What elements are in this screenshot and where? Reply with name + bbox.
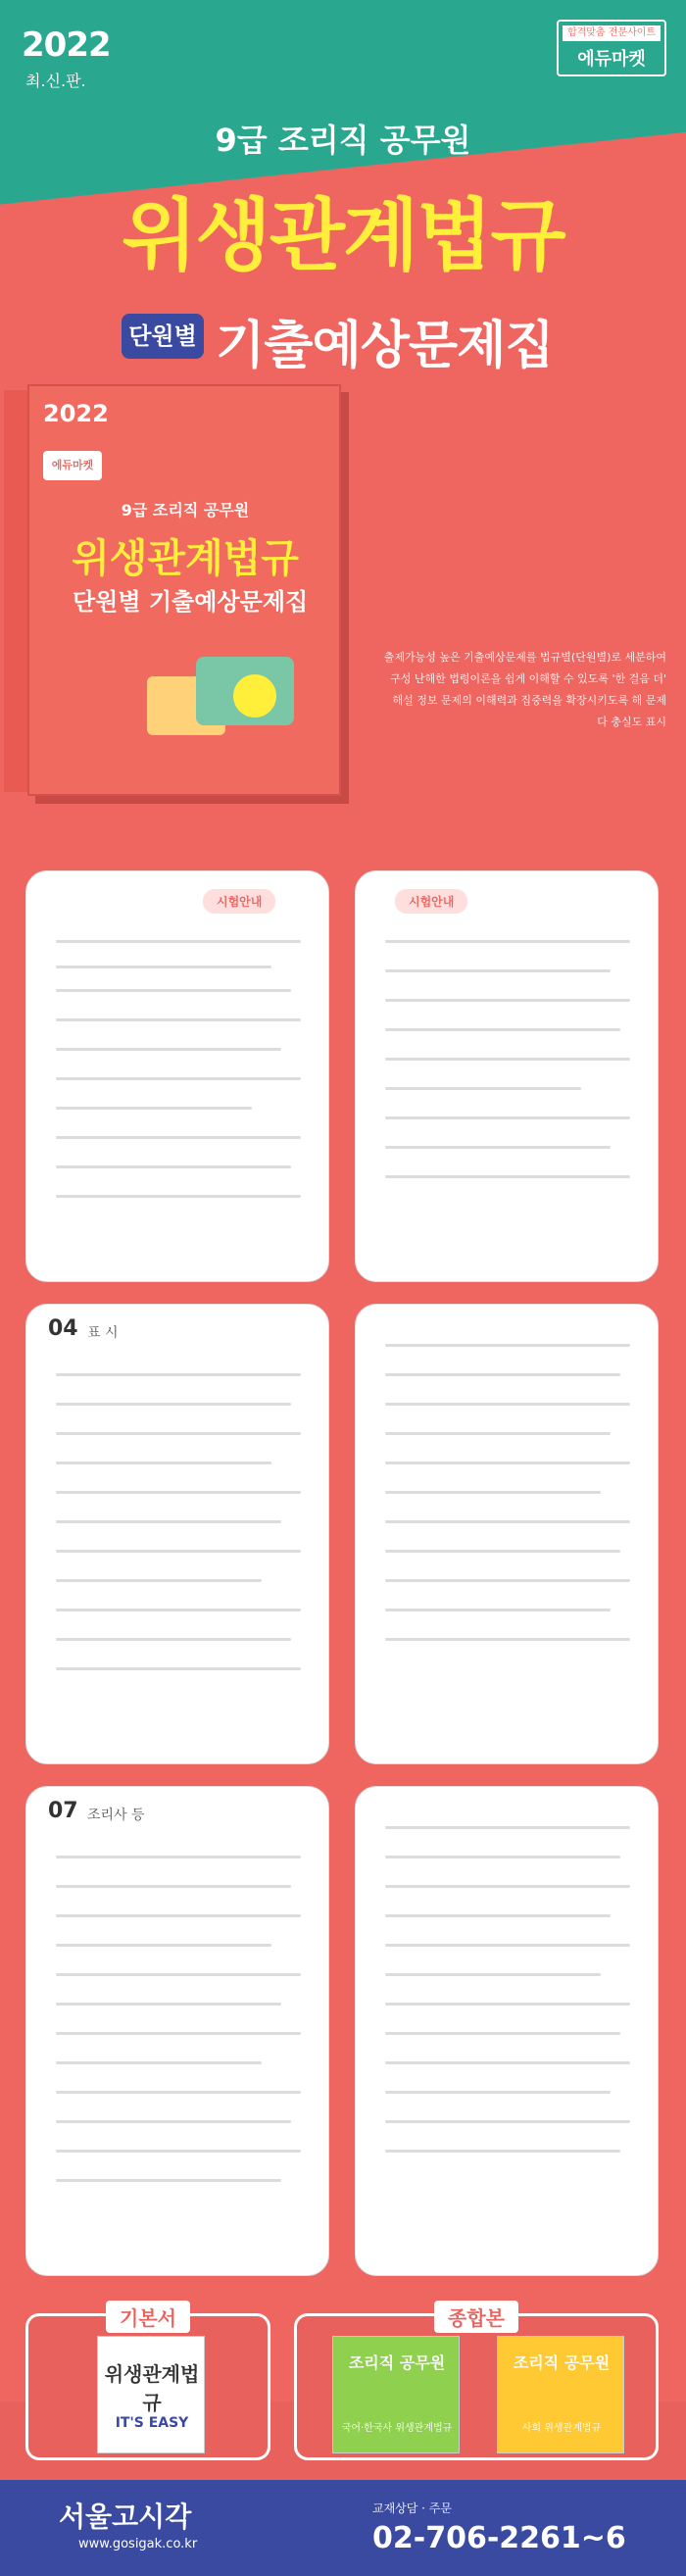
- book-brand: 에듀마켓: [43, 451, 102, 480]
- combo-book-2[interactable]: 조리직 공무원 사회 위생관계법규: [497, 2336, 624, 2453]
- brand-name: 에듀마켓: [577, 49, 646, 70]
- contact-label: 교재상담 · 주문: [372, 2502, 452, 2515]
- hero-title: 위생관계법규: [122, 190, 564, 281]
- book-illustration: [137, 637, 314, 755]
- page-tab: 시험안내: [203, 889, 275, 914]
- brand-logo[interactable]: [557, 20, 666, 76]
- basic-book[interactable]: 위생관계법규 IT'S EASY: [97, 2336, 205, 2453]
- sample-page-right-1: [355, 870, 659, 1282]
- book-title2: 단원별 기출예상문제집: [73, 588, 309, 616]
- sample-page-left-2: [25, 1304, 329, 1764]
- sample-page-right-2: [355, 1304, 659, 1764]
- hero-subtitle: 9급 조리직 공무원: [215, 122, 471, 159]
- hero-year: 2022: [22, 25, 111, 65]
- chapter-number: 07: [48, 1799, 78, 1823]
- basic-book-panel: [25, 2306, 270, 2460]
- publisher-logo[interactable]: 서울고시각: [59, 2501, 192, 2533]
- combo-book-title: 종합본: [434, 2301, 518, 2333]
- sample-page-left-1: [25, 870, 329, 1282]
- hero-title2: 기출예상문제집: [216, 317, 554, 375]
- book-subtitle: 9급 조리직 공무원: [121, 501, 250, 520]
- chapter-label: 조리사 등: [87, 1808, 145, 1823]
- page-tab: 시험안내: [395, 889, 467, 914]
- sample-page-right-3: [355, 1786, 659, 2276]
- combo-book-panel: [294, 2306, 659, 2460]
- chapter-number: 04: [48, 1316, 78, 1341]
- book-title: 위생관계법규: [72, 536, 299, 581]
- footer: [0, 2480, 686, 2576]
- publisher-url[interactable]: www.gosigak.co.kr: [78, 2537, 198, 2551]
- book-year: 2022: [43, 400, 109, 427]
- basic-book-title: 기본서: [106, 2301, 190, 2333]
- combo-book-1[interactable]: 조리직 공무원 국어·한국사 위생관계법규: [332, 2336, 460, 2453]
- hero-edition: 최.신.판.: [25, 72, 86, 90]
- hero-description: 출제가능성 높은 기출예상문제를 법규별(단원별)로 세분하여 구성 난해한 법령이론을 쉽게 이해할 수 있도록 '한 걸음 더' 해설 정보 문제의 이해력과 집중력을 확장시키도록 해 문제다 충실도 표시: [383, 651, 666, 728]
- hero-banner: [0, 0, 686, 843]
- contact-phone[interactable]: 02-706-2261~6: [372, 2521, 626, 2555]
- sample-page-left-3: [25, 1786, 329, 2276]
- unit-badge: 단원별: [122, 314, 204, 359]
- book-spine: [4, 390, 27, 792]
- chapter-label: 표 시: [87, 1325, 119, 1341]
- brand-tag: 합격맞춤 전문사이트: [563, 25, 661, 41]
